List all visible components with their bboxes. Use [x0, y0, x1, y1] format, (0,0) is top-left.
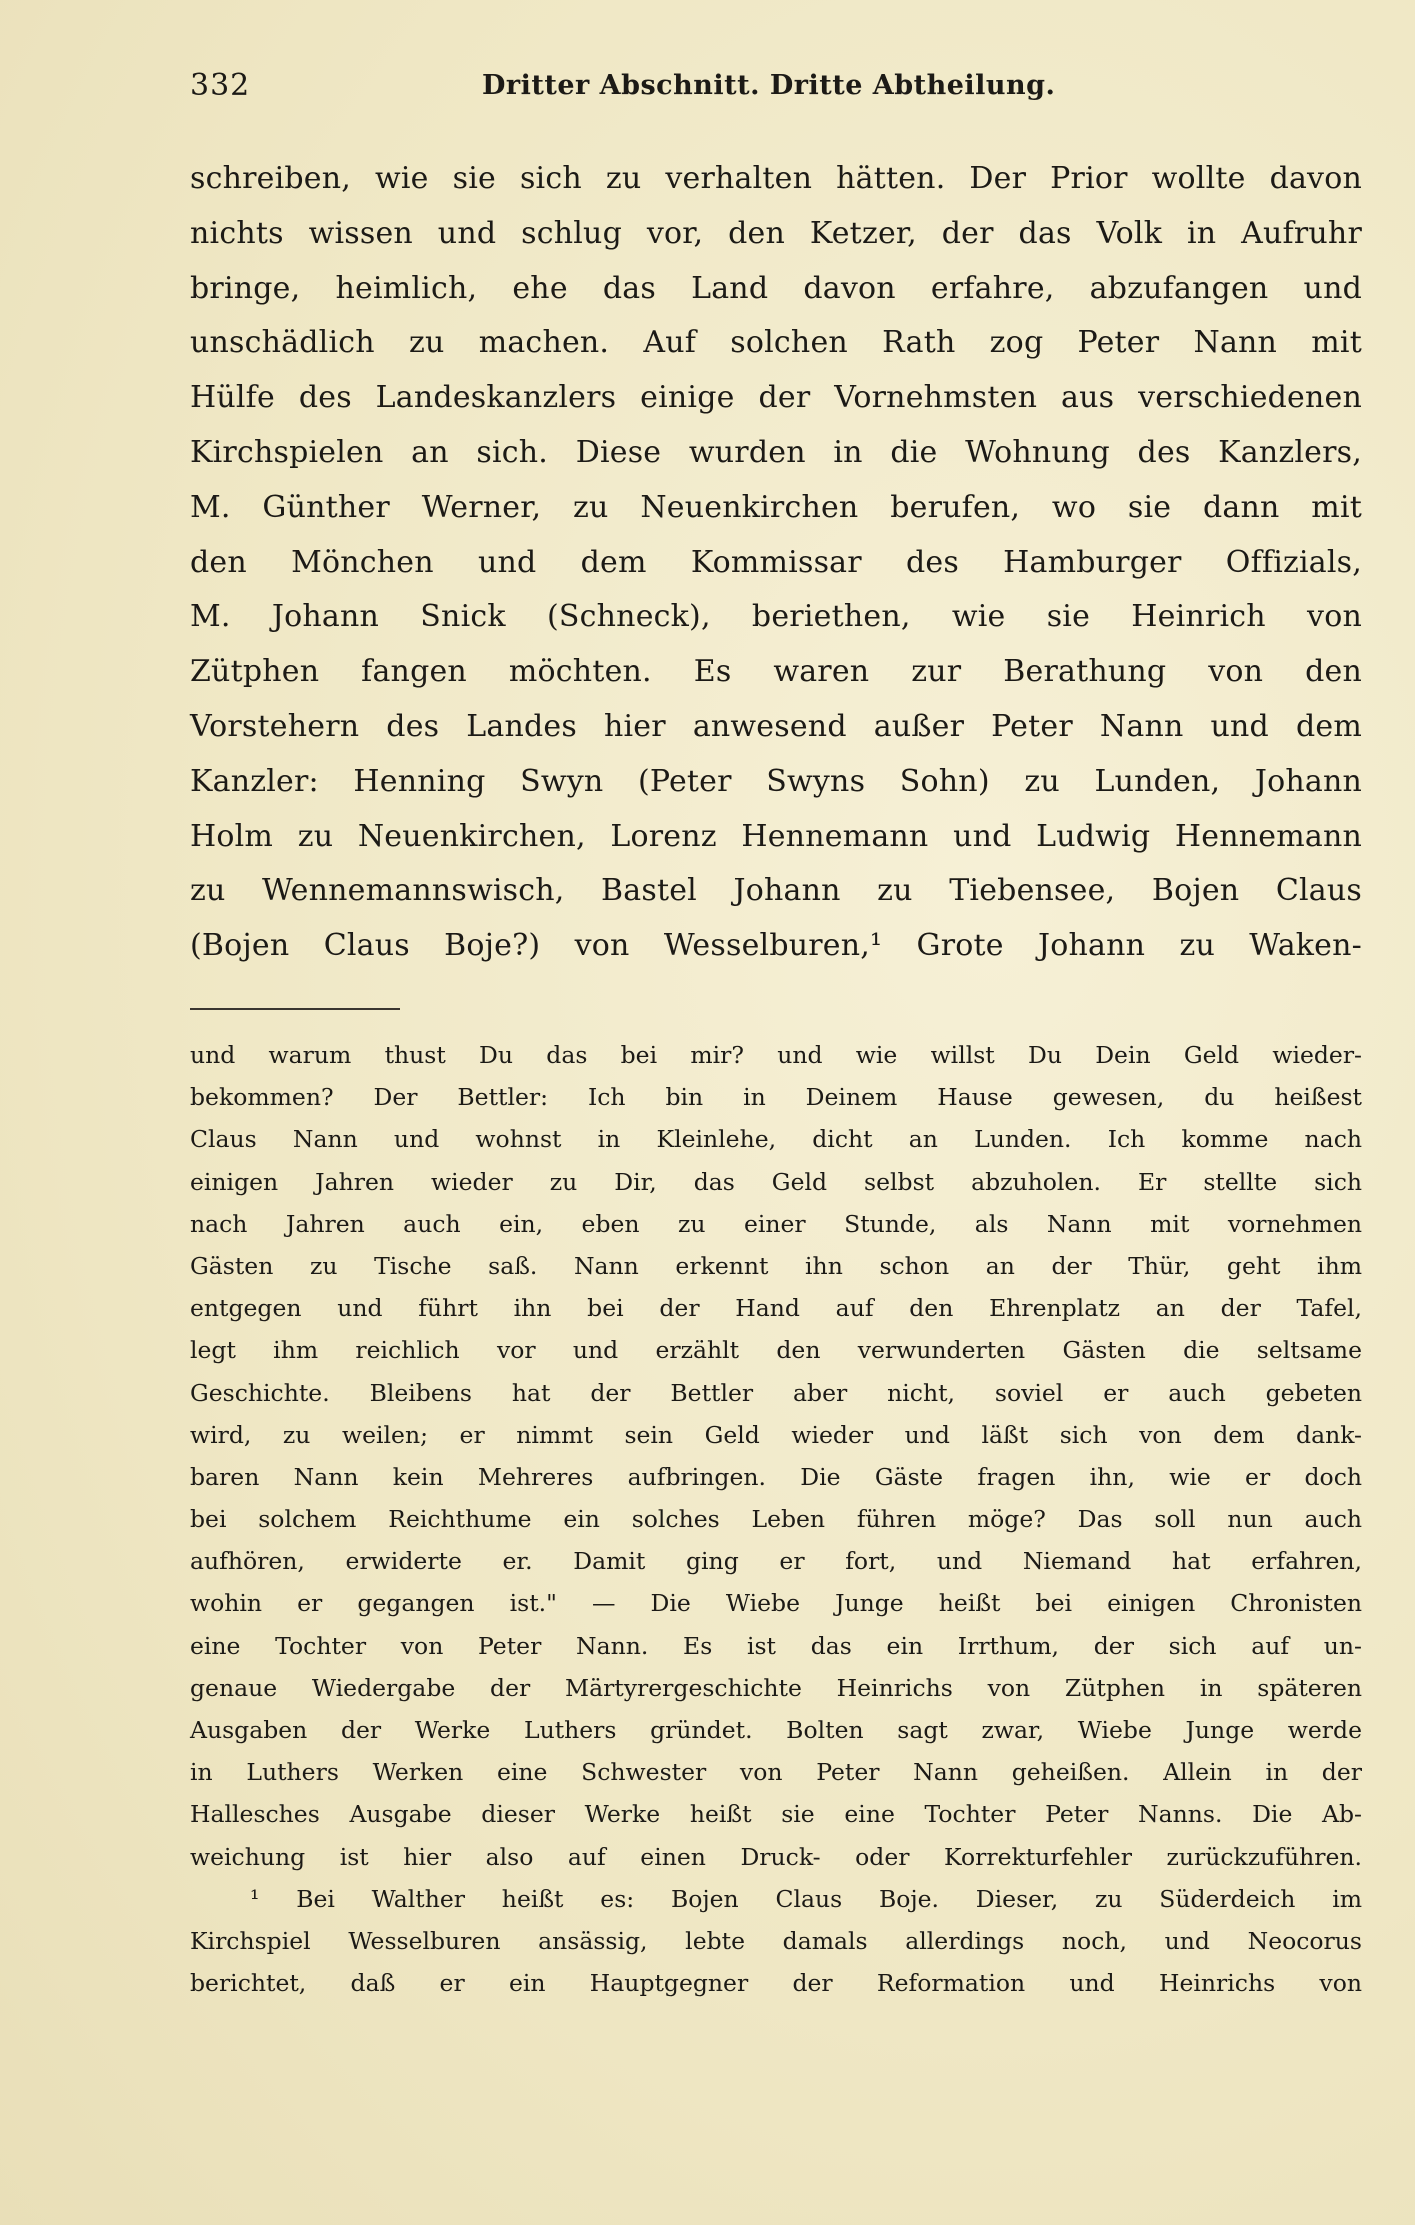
text-line: nichts wissen und schlug vor, den Ketzer, der das Volk in Aufruhr: [190, 215, 1362, 251]
footnote-line: entgegen und führt ihn bei der Hand auf den Ehrenplatz an der Tafel,: [190, 1294, 1362, 1323]
footnote-line: Claus Nann und wohnst in Kleinlehe, dicht an Lunden. Ich komme nach: [190, 1125, 1362, 1154]
running-title: Dritter Abschnitt. Dritte Abtheilung.: [482, 70, 1056, 101]
footnote-line: Kirchspiel Wesselburen ansässig, lebte damals allerdings noch, und Neocorus: [190, 1926, 1362, 1955]
footnote-line: bekommen? Der Bettler: Ich bin in Deinem Hause gewesen, du heißest: [190, 1083, 1362, 1112]
footnote-line: Gästen zu Tische saß. Nann erkennt ihn schon an der Thür, geht ihm: [190, 1251, 1362, 1280]
footnote-line: legt ihm reichlich vor und erzählt den verwunderten Gästen die seltsame: [190, 1336, 1362, 1365]
footnote-line: berichtet, daß er ein Hauptgegner der Reformation und Heinrichs von: [190, 1969, 1362, 1998]
text-line: Kanzler: Henning Swyn (Peter Swyns Sohn) zu Lunden, Johann: [190, 763, 1362, 799]
text-line: M. Johann Snick (Schneck), beriethen, wie sie Heinrich von: [190, 599, 1362, 635]
footnote-line: wohin er gegangen ist." — Die Wiebe Junge heißt bei einigen Chronisten: [190, 1589, 1362, 1618]
text-line: Hülfe des Landeskanzlers einige der Vornehmsten aus verschiedenen: [190, 380, 1362, 416]
footnote-line: Hallesches Ausgabe dieser Werke heißt sie eine Tochter Peter Nanns. Die Ab-: [190, 1800, 1362, 1829]
footnote-line: und warum thust Du das bei mir? und wie willst Du Dein Geld wieder-: [190, 1041, 1362, 1069]
footnote-line: in Luthers Werken eine Schwester von Peter Nann geheißen. Allein in der: [190, 1758, 1362, 1787]
footnote-line: baren Nann kein Mehreres aufbringen. Die Gäste fragen ihn, wie er doch: [190, 1462, 1362, 1491]
footnote-line: genaue Wiedergabe der Märtyrergeschichte Heinrichs von Zütphen in späteren: [190, 1673, 1362, 1702]
footnote-line: nach Jahren auch ein, eben zu einer Stunde, als Nann mit vornehmen: [190, 1209, 1362, 1238]
footnote-line: Geschichte. Bleibens hat der Bettler aber nicht, soviel er auch gebeten: [190, 1378, 1362, 1407]
footnote-line: bei solchem Reichthume ein solches Leben führen möge? Das soll nun auch: [190, 1505, 1362, 1534]
footnotes: [190, 1034, 1362, 2004]
running-head: [190, 68, 1370, 112]
footnote-divider: [190, 1008, 400, 1010]
footnote-line: ¹ Bei Walther heißt es: Bojen Claus Boje. Dieser, zu Süderdeich im: [250, 1884, 1362, 1913]
main-text: [190, 152, 1362, 974]
footnote-line: wird, zu weilen; er nimmt sein Geld wieder und läßt sich von dem dank-: [190, 1420, 1362, 1449]
footnote-line: einigen Jahren wieder zu Dir, das Geld selbst abzuholen. Er stellte sich: [190, 1167, 1362, 1196]
footnote-line: eine Tochter von Peter Nann. Es ist das ein Irrthum, der sich auf un-: [190, 1631, 1362, 1660]
footnote-line: weichung ist hier also auf einen Druck- oder Korrekturfehler zurückzuführen.: [190, 1842, 1362, 1871]
text-line: Holm zu Neuenkirchen, Lorenz Hennemann und Ludwig Hennemann: [190, 818, 1362, 854]
text-line: Kirchspielen an sich. Diese wurden in die Wohnung des Kanzlers,: [190, 434, 1362, 470]
text-line: bringe, heimlich, ehe das Land davon erfahre, abzufangen und: [190, 270, 1362, 306]
text-line: den Mönchen und dem Kommissar des Hamburger Offizials,: [190, 544, 1362, 580]
text-line: (Bojen Claus Boje?) von Wesselburen,¹ Grote Johann zu Waken-: [190, 928, 1362, 964]
text-line: M. Günther Werner, zu Neuenkirchen berufen, wo sie dann mit: [190, 489, 1362, 525]
text-line: schreiben, wie sie sich zu verhalten hätten. Der Prior wollte davon: [190, 161, 1362, 196]
text-line: Vorstehern des Landes hier anwesend außer Peter Nann und dem: [190, 708, 1362, 744]
text-line: Zütphen fangen möchten. Es waren zur Berathung von den: [190, 654, 1362, 690]
text-line: zu Wennemannswisch, Bastel Johann zu Tiebensee, Bojen Claus: [190, 873, 1362, 909]
page-number: 332: [190, 68, 251, 103]
text-line: unschädlich zu machen. Auf solchen Rath zog Peter Nann mit: [190, 325, 1362, 361]
footnote-line: aufhören, erwiderte er. Damit ging er fort, und Niemand hat erfahren,: [190, 1547, 1362, 1576]
footnote-line: Ausgaben der Werke Luthers gründet. Bolten sagt zwar, Wiebe Junge werde: [190, 1716, 1362, 1744]
